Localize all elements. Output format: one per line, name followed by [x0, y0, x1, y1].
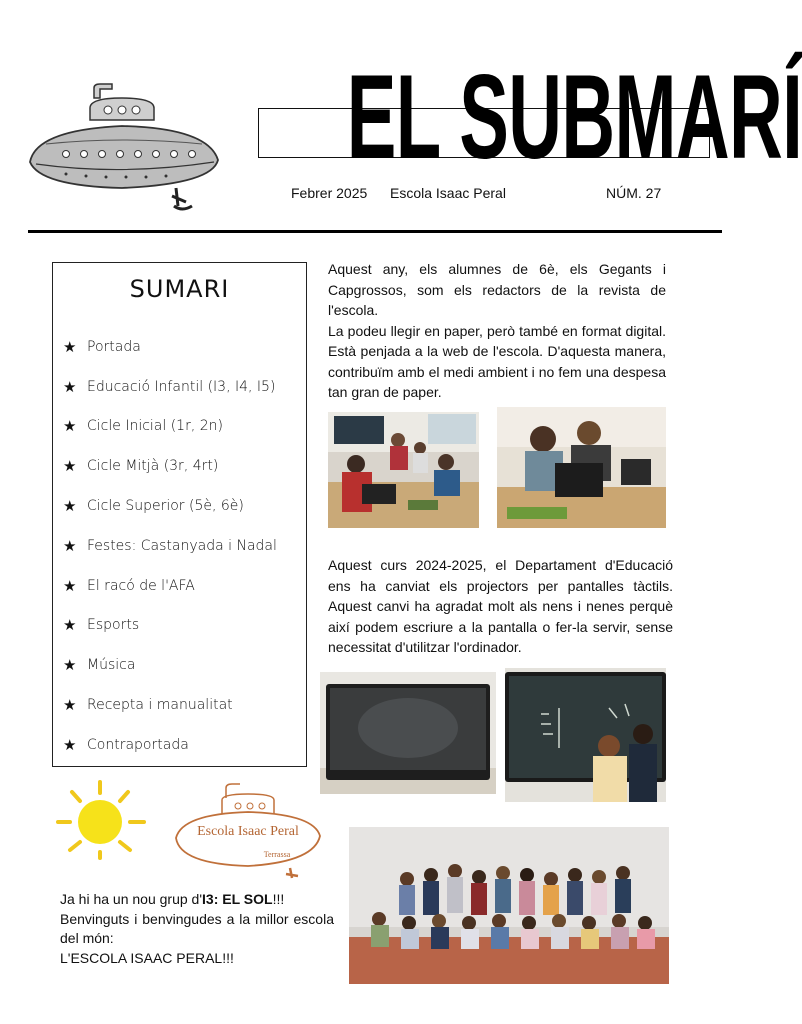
toc-item[interactable]: ★ Portada [63, 337, 141, 356]
intro-paragraph: Aquest any, els alumnes de 6è, els Gegants i Capgrossos, som els redactors de la revista de l'escola. La podeu llegir en paper, però també en format digital. Està penjada a la web de l'escola. D'aquesta manera, contribuïm amb el medi ambient i no fem una despesa tan gran de paper. [328, 261, 666, 400]
submarine-drawing [26, 84, 226, 222]
school-logo [172, 778, 324, 886]
toc-item[interactable]: ★ Música [63, 656, 136, 675]
school-logo-city: Terrassa [263, 850, 291, 859]
screens-paragraph: Aquest curs 2024-2025, el Departament d'Educació ens ha canviat els projectors per pantalles tàctils. Aquest canvi ha agradat molt als nens i nenes perquè així podem escriure a la pantalla o fer-la servir, sense necessitat d'utilitzar l'ordinador. [328, 557, 673, 655]
photo-laptops [497, 407, 666, 528]
photo-writing-screen [505, 668, 666, 802]
star-icon: ★ [63, 735, 77, 754]
photo-classroom [328, 412, 479, 528]
toc-item[interactable]: ★ Cicle Inicial (1r, 2n) [63, 417, 223, 436]
star-icon: ★ [63, 616, 77, 635]
toc-item[interactable]: ★ El racó de l'AFA [63, 576, 195, 595]
toc-item[interactable]: ★ Esports [63, 616, 140, 635]
school-name: Escola Isaac Peral [390, 185, 506, 201]
toc-item[interactable]: ★ Cicle Superior (5è, 6è) [63, 497, 244, 516]
star-icon: ★ [63, 417, 77, 436]
star-icon: ★ [63, 536, 77, 555]
header-divider [28, 230, 722, 233]
toc-item[interactable]: ★ Contraportada [63, 735, 189, 754]
welcome-line-3: L'ESCOLA ISAAC PERAL!!! [60, 949, 234, 966]
toc-item[interactable]: ★ Festes: Castanyada i Nadal [63, 536, 277, 555]
star-icon: ★ [63, 457, 77, 476]
toc-item[interactable]: ★ Cicle Mitjà (3r, 4rt) [63, 457, 219, 476]
star-icon: ★ [63, 576, 77, 595]
newsletter-title: EL SUBMARÍ [346, 50, 802, 184]
photo-group-i3 [349, 827, 669, 984]
table-of-contents [52, 262, 307, 767]
toc-item[interactable]: ★ Recepta i manualitat [63, 696, 233, 715]
star-icon: ★ [63, 656, 77, 675]
issue-number: NÚM. 27 [606, 185, 662, 201]
sun-drawing [50, 778, 150, 858]
welcome-paragraph [60, 890, 334, 968]
toc-item[interactable]: ★ Educació Infantil (I3, I4, I5) [63, 377, 276, 396]
star-icon: ★ [63, 497, 77, 516]
school-logo-name: Escola Isaac Peral [197, 824, 299, 839]
star-icon: ★ [63, 337, 77, 356]
welcome-line-1: Ja hi ha un nou grup d'I3: EL SOL!!! [60, 891, 285, 907]
photo-touchscreen [320, 672, 496, 794]
toc-heading: SUMARI [129, 275, 230, 303]
star-icon: ★ [63, 696, 77, 715]
star-icon: ★ [63, 377, 77, 396]
toc-list [63, 327, 277, 765]
issue-date: Febrer 2025 [291, 185, 368, 201]
welcome-line-2: Benvinguts i benvingudes a la millor escola del món: [60, 910, 334, 946]
